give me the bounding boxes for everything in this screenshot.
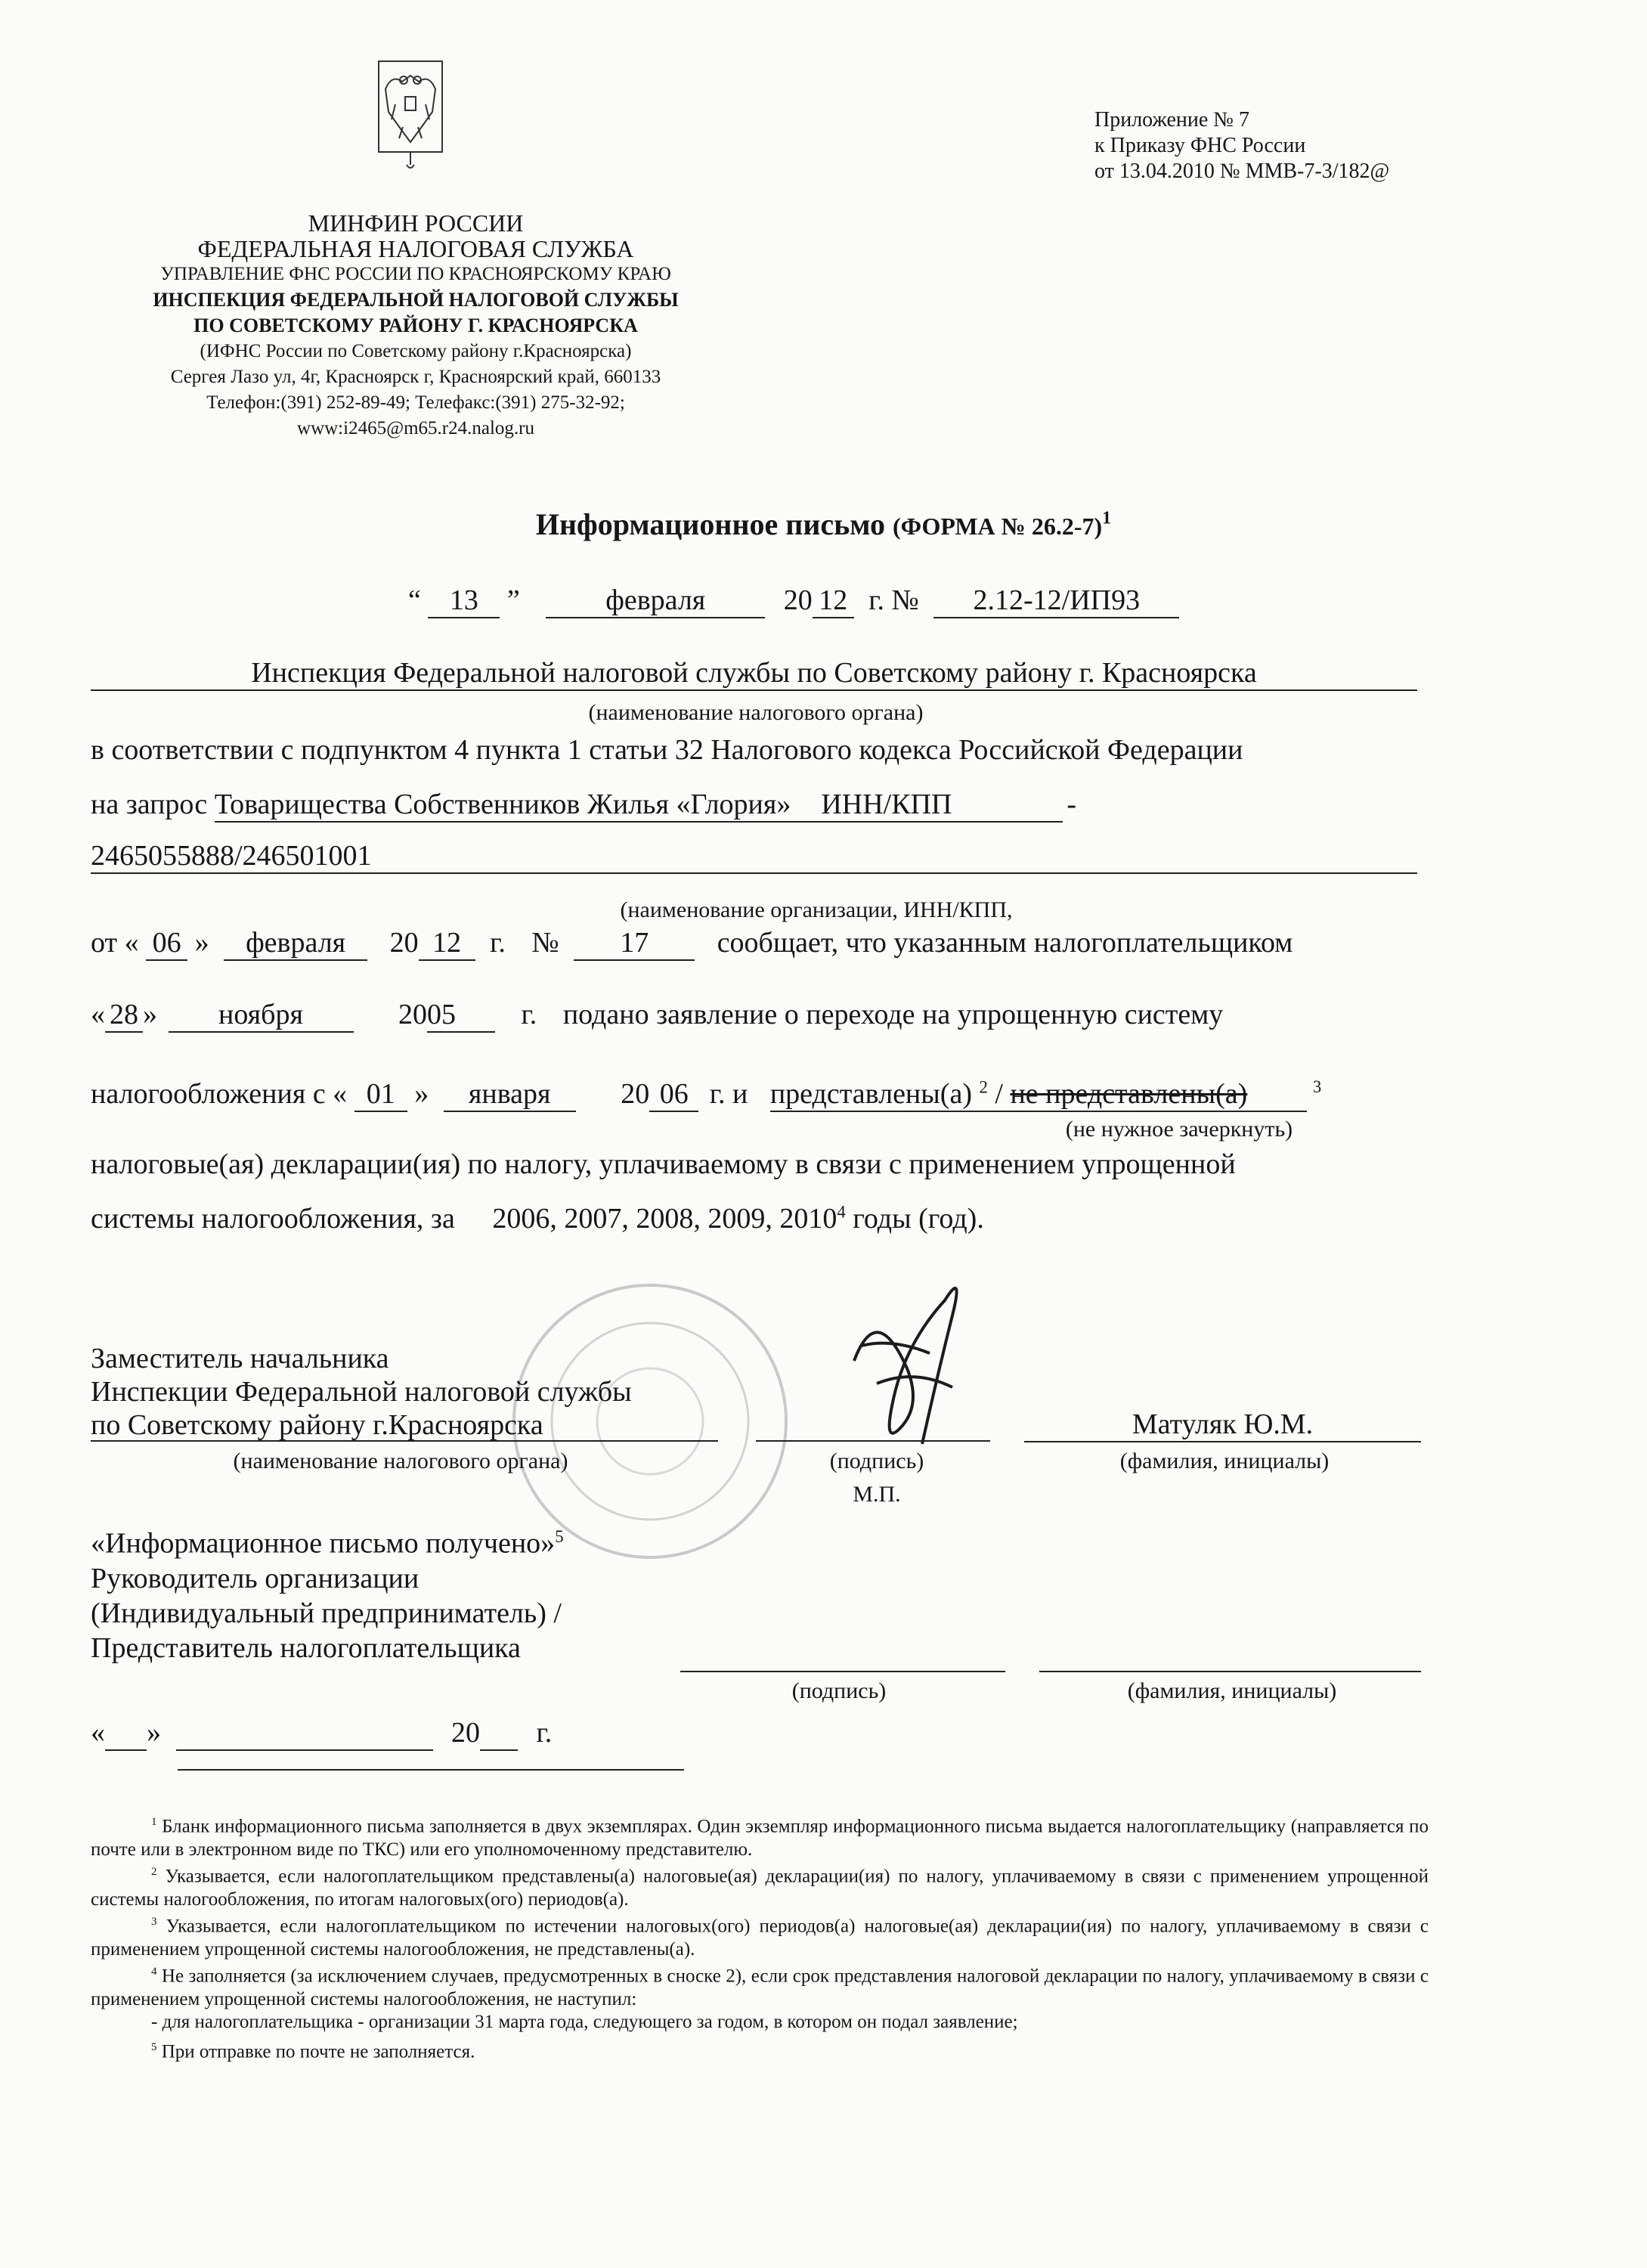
declarations-line-1: налоговые(ая) декларации(ия) по налогу, уплачиваемому в связи с применением упрощенной <box>91 1148 1236 1180</box>
footnote-1: $^1$ Бланк информационного письма заполняется в двух экземплярах. Один экземпляр информационного письма выдается налогоплательщику (направляется по почте или в электронном виде по ТКС) или его уполномоченному представителю. <box>91 1816 1429 1861</box>
title-footnote-ref: 1 <box>1102 508 1112 528</box>
request-day: 06 <box>146 926 187 961</box>
footnote-5: $^5$ При отправке по почте не заполняется. <box>151 2041 475 2062</box>
reports-text: сообщает, что указанным налогоплательщиком <box>717 927 1293 959</box>
application-line <box>91 998 1421 1033</box>
request-g: г. <box>490 927 506 959</box>
request-number: 17 <box>574 926 695 961</box>
signatory-position <box>91 1342 632 1442</box>
system-day: 01 <box>354 1077 407 1112</box>
inspection-short-name: (ИФНС России по Советскому району г.Красноярска) <box>200 341 632 361</box>
receipt-date-line <box>91 1716 552 1751</box>
inspection-phones: Телефон:(391) 252-89-49; Телефакс:(391) 275-32-92; <box>206 392 625 413</box>
not-submitted-option: не представлены(а) <box>1010 1078 1248 1110</box>
system-month: января <box>444 1077 576 1112</box>
letter-year: 12 <box>813 584 854 618</box>
receipt-month-blank[interactable] <box>176 1716 433 1751</box>
appendix-line-1: Приложение № 7 <box>1094 108 1249 132</box>
request-date-line <box>91 926 1421 961</box>
handwritten-signature <box>831 1255 983 1459</box>
signature-underline <box>756 1440 990 1442</box>
system-start-line <box>91 1077 1421 1112</box>
app-quote-open: « <box>91 999 105 1030</box>
ministry-name: МИНФИН РОССИИ <box>308 209 524 237</box>
appendix-block <box>1094 107 1389 184</box>
coat-of-arms-emblem <box>376 59 444 180</box>
signature-caption: (подпись) <box>829 1448 924 1473</box>
seal-place: М.П. <box>853 1482 901 1507</box>
receipt-line-3: Представитель налогоплательщика <box>91 1631 521 1664</box>
receipt-line-2: (Индивидуальный предприниматель) / <box>91 1597 562 1629</box>
appendix-line-3: от 13.04.2010 № ММВ-7-3/182@ <box>1094 160 1390 183</box>
letter-number: 2.12-12/ИП93 <box>933 584 1179 618</box>
department-name: УПРАВЛЕНИЕ ФНС РОССИИ ПО КРАСНОЯРСКОМУ КРАЮ <box>160 264 671 284</box>
receipt-title: «Информационное письмо получено» <box>91 1527 556 1560</box>
strike-caption: (не нужное зачеркнуть) <box>1065 1117 1293 1142</box>
system-year: 06 <box>649 1077 698 1112</box>
inspection-web: www:i2465@m65.r24.nalog.ru <box>297 418 534 438</box>
organization-name: Товарищества Собственников Жилья «Глория» <box>215 788 822 823</box>
application-month: ноября <box>169 998 354 1033</box>
inspection-address: Сергея Лазо ул, 4г, Красноярск г, Красноярский край, 660133 <box>170 367 661 387</box>
declarations-period-label: системы налогообложения, за <box>91 1203 455 1235</box>
footnote-ref-3: 3 <box>1312 1077 1322 1097</box>
from-label: от « <box>91 927 139 959</box>
receipt-line-1: Руководитель организации <box>91 1562 419 1594</box>
date-number-line <box>408 584 1179 618</box>
receipt-year-prefix: 20 <box>451 1717 480 1749</box>
tax-authority-name: Инспекция Федеральной налоговой службы по Советскому району г. Красноярска <box>91 656 1417 691</box>
appendix-line-2: к Приказу ФНС России <box>1094 134 1306 157</box>
dash: - <box>1067 789 1077 820</box>
organization-caption: (наименование организации, ИНН/КПП, <box>620 897 1013 922</box>
footnote-separator <box>178 1769 684 1771</box>
footnote-4-item: - для налогоплательщика - организации 31 марта года, следующего за годом, в котором он подал заявление; <box>151 2012 1018 2032</box>
inspection-name-2: ПО СОВЕТСКОМУ РАЙОНУ Г. КРАСНОЯРСКА <box>193 314 638 336</box>
signatory-name: Матуляк Ю.М. <box>1024 1408 1421 1442</box>
footnote-3: $^3$ Указывается, если налогоплательщиком по истечении налоговых(ого) периодов(а) налоговые(ая) декларации(ия) по налогу, уплачиваемому в связи с применением упрощенной системы налогообложения, не представлены(а). <box>91 1916 1429 1960</box>
receipt-year-blank[interactable] <box>480 1716 518 1751</box>
receipt-signature-caption: (подпись) <box>791 1678 887 1703</box>
system-year-prefix: 20 <box>621 1078 650 1110</box>
application-g: г. <box>521 999 537 1030</box>
from-quote-close: » <box>194 927 209 959</box>
application-year: 05 <box>427 998 495 1033</box>
declaration-years: 2006, 2007, 2008, 2009, 2010 <box>492 1203 837 1235</box>
inspection-name-1: ИНСПЕКЦИЯ ФЕДЕРАЛЬНОЙ НАЛОГОВОЙ СЛУЖБЫ <box>153 289 679 311</box>
title-main: Информационное письмо <box>535 507 885 541</box>
receipt-block <box>91 1520 564 1665</box>
request-year-prefix: 20 <box>389 927 419 959</box>
receipt-quote-open: « <box>91 1717 105 1749</box>
submission-status <box>770 1077 1307 1112</box>
number-sign: № <box>531 927 559 959</box>
system-quote-close: » <box>414 1078 429 1110</box>
submitted-option: представлены(а) <box>769 1078 972 1110</box>
footnote-ref-5: 5 <box>555 1527 564 1546</box>
option-slash: / <box>995 1078 1003 1110</box>
letter-month: февраля <box>546 584 765 618</box>
footnote-4: $^4$ Не заполняется (за исключением случаев, предусмотренных в сноске 2), если срок представления налоговой декларации по налогу, уплачиваемому в связи с применением упрощенной системы налогообложения, не наступил: <box>91 1966 1429 2010</box>
position-line-3: по Советскому району г.Красноярска <box>91 1409 543 1441</box>
app-quote-close: » <box>143 999 157 1030</box>
quote-close: ” <box>506 584 520 616</box>
footnote-ref-4: 4 <box>837 1202 846 1222</box>
service-name: ФЕДЕРАЛЬНАЯ НАЛОГОВАЯ СЛУЖБА <box>197 235 634 262</box>
authority-caption: (наименование налогового органа) <box>233 1448 568 1473</box>
request-month: февраля <box>224 926 367 961</box>
letterhead <box>60 210 771 442</box>
letter-day: 13 <box>428 584 500 618</box>
inn-kpp-value: 2465055888/246501001 <box>91 839 1417 874</box>
receipt-quote-close: » <box>147 1717 161 1749</box>
letter-g-no: г. № <box>868 584 919 616</box>
quote-open: “ <box>408 584 421 616</box>
receipt-g: г. <box>536 1717 553 1749</box>
position-line-1: Заместитель начальника <box>91 1343 389 1374</box>
request-line <box>91 788 1076 823</box>
authority-underline <box>91 1440 718 1442</box>
request-year: 12 <box>419 926 475 961</box>
years-suffix: годы (год). <box>853 1203 984 1235</box>
receipt-signature-underline <box>680 1671 1005 1672</box>
footnote-ref-2: 2 <box>979 1077 988 1097</box>
receipt-name-underline <box>1039 1671 1421 1672</box>
footnote-2: $^2$ Указывается, если налогоплательщиком представлены(а) налоговые(ая) декларации(ия) по налогу, уплачиваемому в связи с применением упрощенной системы налогообложения, по итогам налоговых(ого) периодов(а). <box>91 1866 1429 1910</box>
application-year-prefix: 20 <box>398 999 427 1030</box>
request-prefix: на запрос <box>91 789 208 820</box>
letter-year-prefix: 20 <box>783 584 813 616</box>
title-form: (ФОРМА № 26.2-7) <box>892 513 1103 540</box>
system-g-and: г. и <box>709 1078 748 1110</box>
document-title <box>0 507 1647 542</box>
application-text: подано заявление о переходе на упрощенную систему <box>562 999 1224 1030</box>
application-day: 28 <box>105 998 143 1033</box>
position-line-2: Инспекции Федеральной налоговой службы <box>91 1376 632 1408</box>
name-caption: (фамилия, инициалы) <box>1119 1448 1330 1473</box>
system-prefix: налогообложения с « <box>91 1078 348 1110</box>
declarations-line-2 <box>91 1202 984 1235</box>
legal-basis: в соответствии с подпунктом 4 пункта 1 статьи 32 Налогового кодекса Российской Федерации <box>91 734 1243 766</box>
tax-authority-caption: (наименование налогового органа) <box>588 700 924 725</box>
inn-label: ИНН/КПП <box>821 788 1063 823</box>
receipt-name-caption: (фамилия, инициалы) <box>1127 1678 1337 1703</box>
